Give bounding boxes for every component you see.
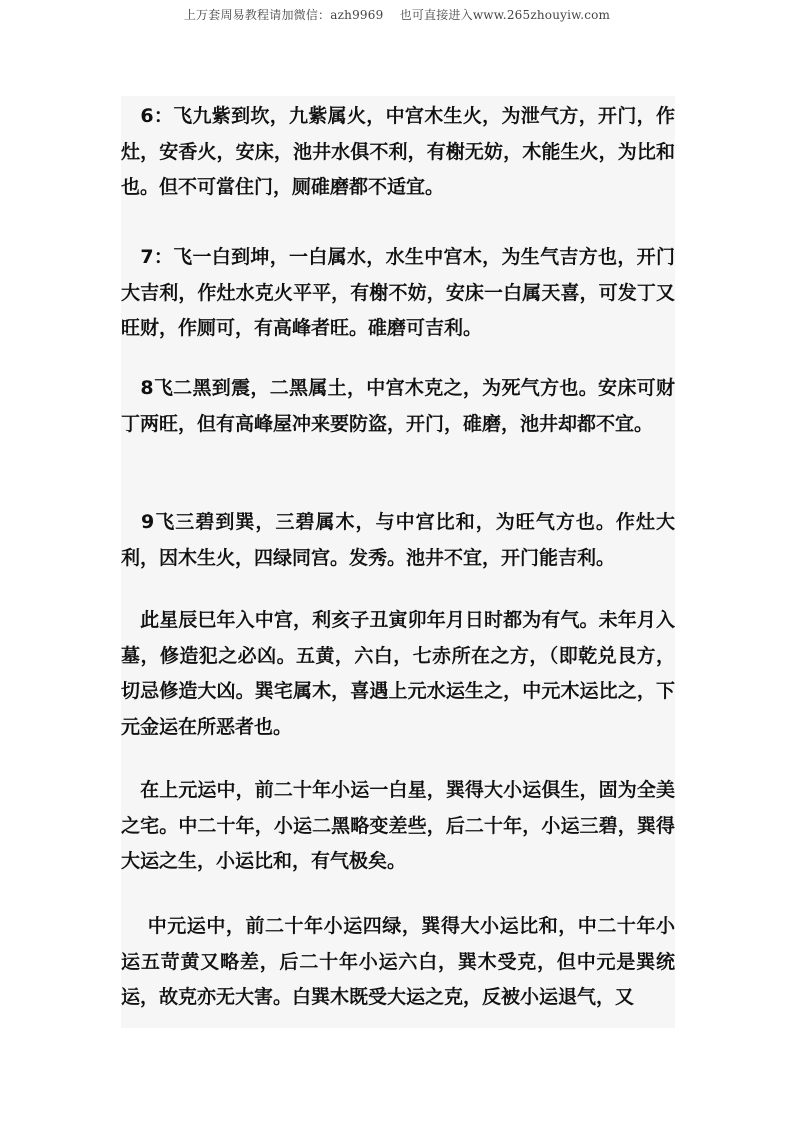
paragraph-9: 9飞三碧到巽，三碧属木，与中宫比和，为旺气方也。作灶大利，因木生火，四绿同宫。发秀。池井不宜，开门能吉利。 (121, 511, 675, 569)
paragraph-middle-yuan: 中元运中，前二十年小运四绿，巽得大小运比和，中二十年小运五苛黄又略差，后二十年小运六白，巽木受克，但中元是巽统运，故克亦无大害。白巽木既受大运之克，反被小运退气，又 (121, 915, 675, 1008)
paragraph-6: 6：飞九紫到坎，九紫属火，中宫木生火，为泄气方，开门，作灶，安香火，安床，池井水俱不利，有榭无妨，木能生火，为比和也。但不可當住门，厕碓磨都不适宜。 (121, 105, 675, 198)
paragraph-star: 此星辰巳年入中宫，利亥子丑寅卯年月日时都为有气。未年月入墓，修造犯之必凶。五黄，六白，七赤所在之方，（即乾兑艮方，切忌修造大凶。巽宅属木，喜遇上元水运生之，中元木运比之，下元金运在所恶者也。 (121, 609, 675, 738)
paragraph-8: 8飞二黑到震，二黑属土，中宫木克之，为死气方也。安床可财丁两旺，但有高峰屋冲来要防盗，开门，碓磨，池井却都不宜。 (121, 377, 675, 435)
paragraph-7: 7：飞一白到坤，一白属水，水生中宫木，为生气吉方也，开门大吉利，作灶水克火平平，有榭不妨，安床一白属天喜，可发丁又旺财，作厕可，有高峰者旺。碓磨可吉利。 (121, 246, 675, 339)
page-header: 上万套周易教程请加微信：azh9969 也可直接进入www.265zhouyiw.com (183, 8, 611, 22)
paragraph-upper-yuan: 在上元运中，前二十年小运一白星，巽得大小运俱生，固为全美之宅。中二十年，小运二黑略变差些，后二十年，小运三碧，巽得大运之生，小运比和，有气极矣。 (121, 779, 675, 872)
